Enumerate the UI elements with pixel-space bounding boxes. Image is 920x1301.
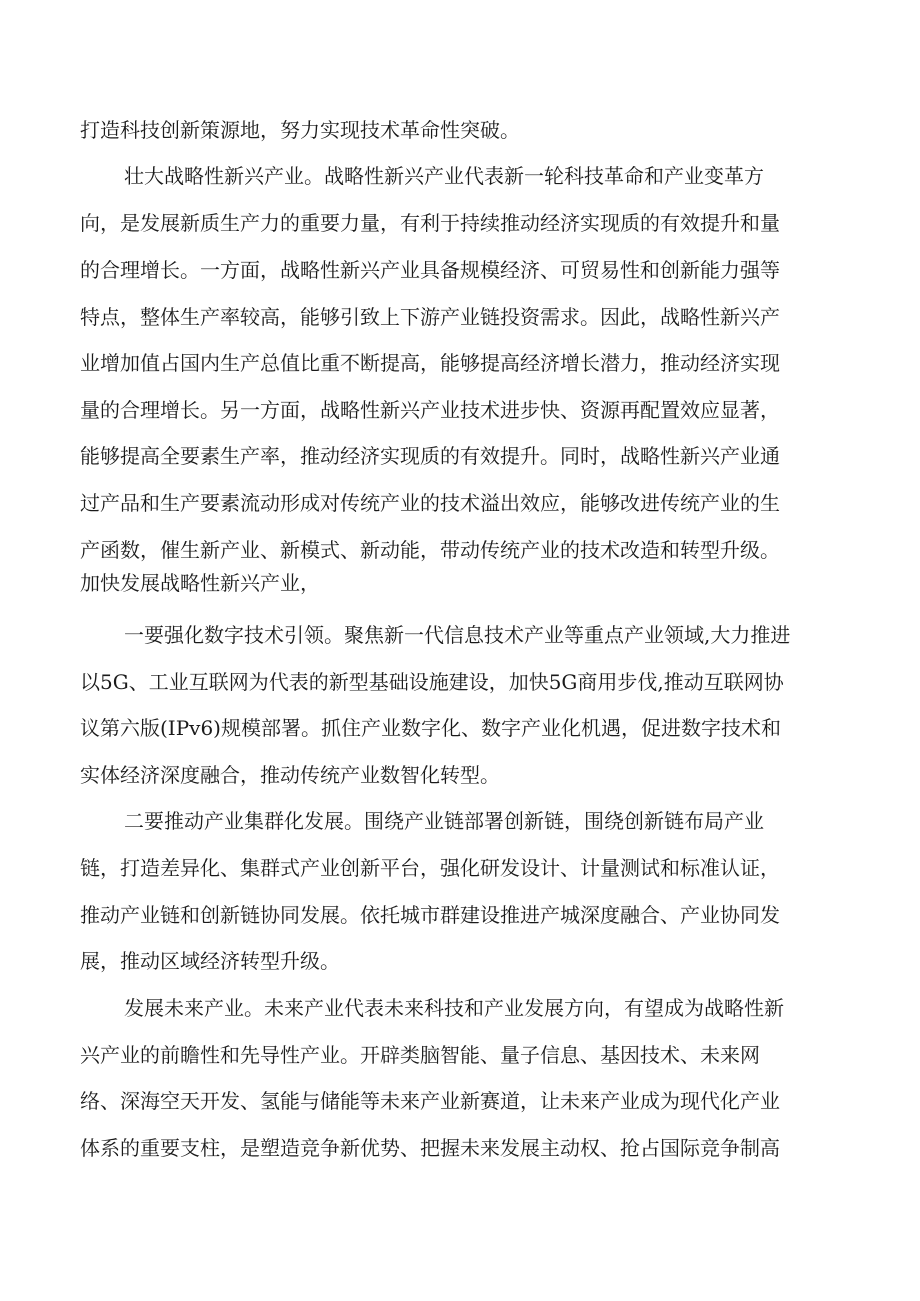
text-line: 量的合理增长。另一方面，战略性新兴产业技术进步快、资源再配置效应显著， [80, 398, 780, 422]
paragraph-start-line: 一要强化数字技术引领。聚焦新一代信息技术产业等重点产业领域,大力推进 [124, 623, 791, 647]
text-line: 以5G、工业互联网为代表的新型基础设施建设，加快5G商用步伐,推动互联网协 [80, 670, 784, 694]
text-line: 议第六版(IPv6)规模部署。抓住产业数字化、数字产业化机遇，促进数字技术和 [80, 716, 781, 740]
text-line: 络、深海空天开发、氢能与储能等未来产业新赛道，让未来产业成为现代化产业 [80, 1089, 780, 1113]
paragraph-start-line: 壮大战略性新兴产业。战略性新兴产业代表新一轮科技革命和产业变革方 [124, 164, 764, 188]
text-line: 体系的重要支柱，是塑造竞争新优势、把握未来发展主动权、抢占国际竞争制高 [80, 1136, 780, 1160]
text-line: 的合理增长。一方面，战略性新兴产业具备规模经济、可贸易性和创新能力强等 [80, 258, 780, 282]
text-line: 打造科技创新策源地，努力实现技术革命性突破。 [80, 118, 520, 142]
text-line: 加快发展战略性新兴产业， [80, 571, 320, 595]
text-line: 过产品和生产要素流动形成对传统产业的技术溢出效应，能够改进传统产业的生 [80, 491, 780, 515]
text-line: 展，推动区域经济转型升级。 [80, 949, 340, 973]
text-line: 向，是发展新质生产力的重要力量，有利于持续推动经济实现质的有效提升和量 [80, 211, 780, 235]
text-line: 产函数，催生新产业、新模式、新动能，带动传统产业的技术改造和转型升级。 [80, 538, 780, 562]
text-line: 推动产业链和创新链协同发展。依托城市群建设推进产城深度融合、产业协同发 [80, 903, 780, 927]
text-line: 实体经济深度融合，推动传统产业数智化转型。 [80, 763, 500, 787]
text-line: 特点，整体生产率较高，能够引致上下游产业链投资需求。因此，战略性新兴产 [80, 305, 780, 329]
text-line: 链，打造差异化、集群式产业创新平台，强化研发设计、计量测试和标准认证， [80, 856, 780, 880]
paragraph-start-line: 二要推动产业集群化发展。围绕产业链部署创新链，围绕创新链布局产业 [124, 809, 764, 833]
text-line: 兴产业的前瞻性和先导性产业。开辟类脑智能、量子信息、基因技术、未来网 [80, 1043, 760, 1067]
text-line: 业增加值占国内生产总值比重不断提高，能够提高经济增长潜力，推动经济实现 [80, 351, 780, 375]
paragraph-start-line: 发展未来产业。未来产业代表未来科技和产业发展方向，有望成为战略性新 [124, 996, 784, 1020]
text-line: 能够提高全要素生产率，推动经济实现质的有效提升。同时，战略性新兴产业通 [80, 444, 780, 468]
